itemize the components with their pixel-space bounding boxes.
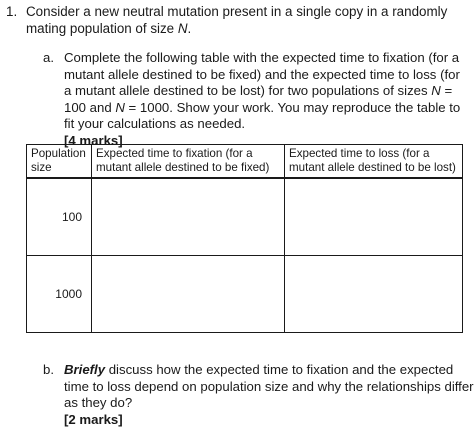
question-text-main: Consider a new neutral mutation present in a single copy in a randomly mating population of size	[26, 4, 448, 36]
part-a-var-n1: N	[431, 83, 441, 99]
fixation-time-cell[interactable]	[92, 178, 285, 256]
header-population-size: Population size	[27, 145, 92, 179]
part-a-text	[64, 50, 468, 150]
part-a-text-3: = 1000. Show your work. You may reproduce the table to fit your calculations as needed.	[64, 99, 461, 132]
part-a-label: a.	[43, 50, 54, 65]
answer-table	[26, 144, 463, 333]
population-size-cell: 1000	[27, 256, 92, 333]
table-row	[27, 178, 463, 256]
header-loss-time: Expected time to loss (for a mutant allele destined to be lost)	[285, 145, 463, 179]
part-b-text	[64, 362, 474, 428]
part-a-var-n2: N	[115, 99, 125, 115]
part-b-label: b.	[43, 362, 54, 377]
part-b-marks: [2 marks]	[64, 411, 123, 427]
table-row	[27, 256, 463, 333]
loss-time-cell[interactable]	[285, 256, 463, 333]
table-header-row	[27, 145, 463, 179]
part-b-text-main: discuss how the expected time to fixation and the expected time to loss depend on population size and why the relationships differ as they do?	[64, 362, 474, 411]
part-a-text-1: Complete the following table with the expected time to fixation (for a mutant allele destined to be fixed) and the expected time to loss (for a mutant allele destined to be lost) for two populations of sizes	[64, 50, 460, 99]
part-a-text-2: = 100 and	[64, 83, 453, 115]
question-text-end: .	[187, 21, 192, 36]
question-var-n: N	[177, 21, 188, 36]
header-fixation-time: Expected time to fixation (for a mutant allele destined to be fixed)	[92, 145, 285, 179]
part-a-marks: [4 marks]	[64, 132, 123, 148]
population-size-cell: 100	[27, 178, 92, 256]
question-number: 1.	[6, 4, 18, 19]
loss-time-cell[interactable]	[285, 178, 463, 256]
part-b-emphasis: Briefly	[64, 362, 106, 377]
fixation-time-cell[interactable]	[92, 256, 285, 333]
question-text	[26, 3, 466, 37]
